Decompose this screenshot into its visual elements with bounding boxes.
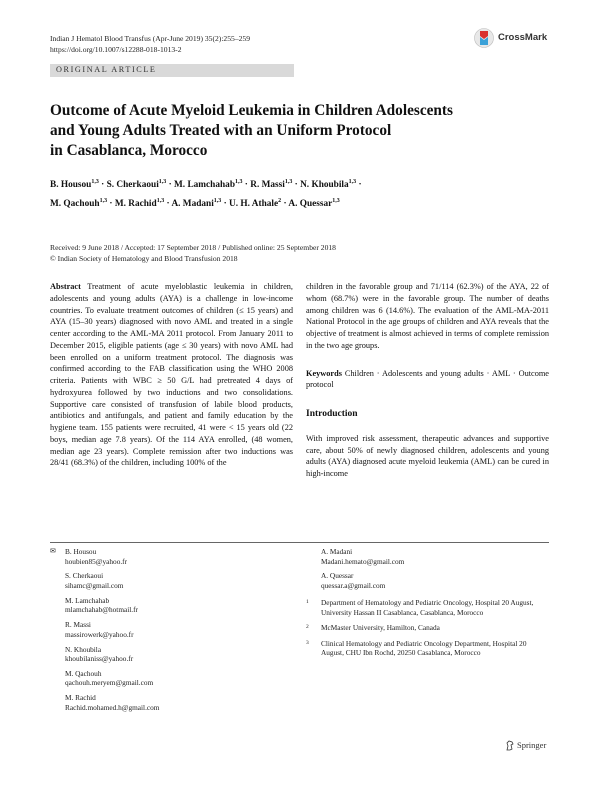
crossmark-label: CrossMark bbox=[498, 32, 548, 43]
affiliation-entry bbox=[306, 623, 549, 633]
publisher-name: Springer bbox=[517, 740, 547, 750]
contact-email[interactable]: Rachid.mohamed.h@gmail.com bbox=[65, 702, 160, 712]
author-line-2: M. Qachouh$^{1,3}$ · M. Rachid$^{1,3}$ · A. Madani$^{1,3}$ · U. H. Athale$^2$ · A. Quessar$^{1,3}$ bbox=[50, 198, 340, 210]
author-affil: 2 bbox=[278, 198, 282, 205]
author-name[interactable]: R. Massi bbox=[250, 180, 285, 191]
copyright-line: © Indian Society of Hematology and Blood Transfusion 2018 bbox=[50, 253, 238, 263]
author-list bbox=[50, 174, 550, 212]
author-name[interactable]: A. Madani bbox=[171, 199, 214, 210]
contact-email[interactable]: houbien85@yahoo.fr bbox=[65, 556, 128, 566]
contact-entry bbox=[50, 547, 293, 566]
contact-name: M. Lamchahab bbox=[65, 595, 110, 605]
contact-name: R. Massi bbox=[65, 620, 91, 630]
contacts-left bbox=[50, 547, 293, 718]
keywords-text: Children · Adolescents and young adults · AML · Outcome protocol bbox=[306, 368, 549, 390]
author-name[interactable]: B. Housou bbox=[50, 180, 92, 191]
affiliation-number: 2 bbox=[306, 624, 309, 631]
contacts-right bbox=[306, 547, 549, 596]
author-name[interactable]: M. Qachouh bbox=[50, 199, 100, 210]
crossmark-icon bbox=[474, 27, 494, 49]
journal-citation: Indian J Hematol Blood Transfus (Apr-June 2019) 35(2):255–259 bbox=[50, 34, 251, 43]
contact-name: N. Khoubila bbox=[65, 644, 102, 654]
affiliation-text: Department of Hematology and Pediatric Oncology, Hospital 20 August, University Hassan II Casablanca, Casablanca, Morocco bbox=[321, 598, 534, 617]
contact-email[interactable]: khoubilaniss@yahoo.fr bbox=[65, 654, 134, 664]
author-name[interactable]: A. Quessar bbox=[288, 199, 333, 210]
journal-meta bbox=[50, 33, 250, 55]
contact-entry bbox=[50, 571, 293, 590]
history-dates: Received: 9 June 2018 / Accepted: 17 September 2018 / Published online: 25 September 2018 bbox=[50, 243, 336, 252]
keywords-label: Keywords bbox=[306, 368, 342, 378]
article-history bbox=[50, 243, 550, 264]
introduction-text: With improved risk assessment, therapeutic advances and supportive care, about 50% of newly diagnosed children, adolescents and young adults (AYA) diagnosed acute myeloid leukemia (AML) can be cured in high-income bbox=[306, 433, 549, 478]
abstract-text-left: Treatment of acute myeloblastic leukemia in children, adolescents and young adults (AYA) is a challenge in low-income countries. To evaluate treatment outcomes of children (≤ 15 years) and AYA (15–30 years) diagnosed with novo AML and treated in a single center according to the AML-MA 2011 protocol. From January 2011 to December 2015, eligible patients (age ≤ 30 years) with novo AML had been enrolled on a uniform treatment protocol. The diagnosis was confirmed according to the FAB classification using the WHO 2008 criteria. Patients with WBC ≥ 50 G/L had pretreated 4 days of hydroxyurea followed by two inductions and two consolidations. Supportive care consisted of transfusion of labile blood products, antibiotics and antifungals, and patient and family education by the hygiene team. 155 patients were recruited, 41 were < 15 years old (22 boys, median age 7.8 years). Of the 114 AYA enrolled, (48 women, median age 23 years). Complete remission after two inductions was 28/41 (68.3%) of the children, including 100% of the bbox=[50, 282, 293, 468]
title-line-3: in Casablanca, Morocco bbox=[50, 142, 208, 159]
author-name[interactable]: M. Rachid bbox=[114, 199, 157, 210]
contact-entry bbox=[306, 571, 549, 590]
contact-email[interactable]: qachouh.meryem@gmail.com bbox=[65, 678, 154, 688]
abstract-label: Abstract bbox=[50, 282, 81, 291]
author-name[interactable]: N. Khoubila bbox=[300, 180, 349, 191]
contact-entry bbox=[50, 596, 293, 615]
contact-name: S. Cherkaoui bbox=[65, 571, 104, 581]
affiliations bbox=[306, 598, 549, 664]
contact-email[interactable]: mlamchahab@hotmail.fr bbox=[65, 605, 138, 615]
author-line-1: B. Housou$^{1,3}$ · S. Cherkaoui$^{1,3}$ · M. Lamchahab$^{1,3}$ · R. Massi$^{1,3}$ · N. Khoubila$^{1,3}$ · bbox=[50, 179, 362, 191]
contact-name: M. Rachid bbox=[65, 693, 96, 703]
contact-email[interactable]: massirowerk@yahoo.fr bbox=[65, 629, 134, 639]
author-name[interactable]: U. H. Athale bbox=[229, 199, 279, 210]
contact-name: A. Madani bbox=[321, 547, 353, 556]
contact-email[interactable]: Madani.hemato@gmail.com bbox=[321, 556, 405, 566]
envelope-icon: ✉ bbox=[50, 547, 56, 555]
author-affil: 1,3 bbox=[91, 179, 99, 185]
author-name[interactable]: M. Lamchahab bbox=[174, 180, 235, 191]
title-line-1: Outcome of Acute Myeloid Leukemia in Children Adolescents bbox=[50, 102, 453, 119]
footnote-divider bbox=[50, 542, 549, 543]
contact-name: M. Qachouh bbox=[65, 668, 102, 678]
affiliation-number: 1 bbox=[306, 599, 309, 605]
affiliation-number: 3 bbox=[306, 639, 309, 646]
doi-link[interactable]: https://doi.org/10.1007/s12288-018-1013-2 bbox=[50, 45, 182, 54]
article-title bbox=[50, 101, 550, 161]
introduction-heading: Introduction bbox=[306, 409, 358, 419]
author-affil: 1,3 bbox=[213, 198, 222, 205]
abstract-column-right bbox=[306, 281, 549, 480]
abstract-paragraph bbox=[50, 281, 293, 469]
section-label: ORIGINAL ARTICLE bbox=[56, 65, 157, 74]
author-affil: 1,3 bbox=[99, 198, 108, 205]
abstract-text-right: children in the favorable group and 71/114 (62.3%) of the AYA, 22 of whom (68.7%) were in the favorable group. The number of deaths among children was 6 (14.6%). The evaluation of the AML-MA-2011 National Protocol in the age groups of children and AYA reveals that the objective of treatment is almost achieved in terms of complete remission in the two age groups. bbox=[306, 282, 549, 350]
contact-name: B. Housou bbox=[65, 547, 97, 556]
affiliation-text: Clinical Hematology and Pediatric Oncology Department, Hospital 20 August, CHU Ibn Rochd, 20250 Casablanca, Morocco bbox=[321, 638, 527, 658]
author-affil: 1,3 bbox=[284, 179, 293, 185]
author-affil: 1,3 bbox=[158, 179, 167, 185]
author-affil: 1,3 bbox=[348, 179, 357, 185]
contact-email[interactable]: quessar.a@gmail.com bbox=[321, 580, 386, 590]
author-affil: 1,3 bbox=[156, 198, 165, 205]
affiliation-text: McMaster University, Hamilton, Canada bbox=[321, 623, 440, 633]
springer-horse-icon bbox=[505, 740, 515, 751]
author-name[interactable]: S. Cherkaoui bbox=[106, 180, 159, 191]
contact-entry bbox=[50, 620, 293, 639]
title-line-2: and Young Adults Treated with an Uniform Protocol bbox=[50, 122, 392, 139]
contact-entry bbox=[50, 669, 293, 688]
contact-entry bbox=[50, 645, 293, 664]
author-affil: 1,3 bbox=[234, 179, 243, 185]
author-affil: 1,3 bbox=[332, 198, 340, 205]
affiliation-entry bbox=[306, 639, 549, 658]
publisher-logo bbox=[505, 740, 555, 752]
contact-entry bbox=[306, 547, 549, 566]
contact-name: A. Quessar bbox=[321, 571, 354, 581]
contact-email[interactable]: sihamc@gmail.com bbox=[65, 580, 124, 590]
crossmark-badge[interactable] bbox=[474, 24, 546, 52]
section-bar bbox=[50, 64, 294, 77]
affiliation-entry bbox=[306, 598, 549, 617]
keywords-paragraph bbox=[306, 368, 549, 392]
contact-entry bbox=[50, 693, 293, 712]
abstract-column-left bbox=[50, 281, 293, 469]
